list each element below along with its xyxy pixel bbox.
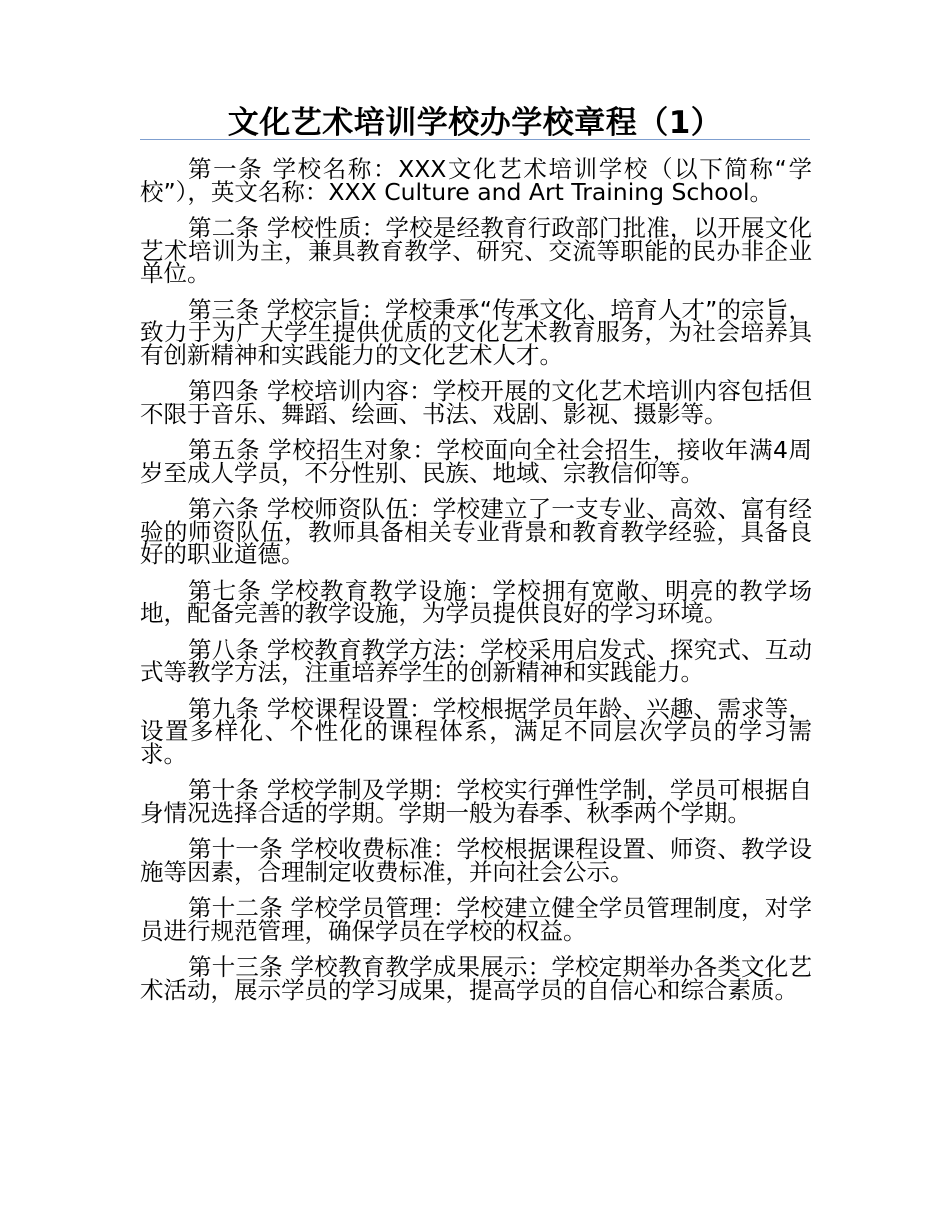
- article-10: 第十条 学校学制及学期：学校实行弹性学制，学员可根据自身情况选择合适的学期。学期一般为春季、秋季两个学期。: [140, 776, 812, 827]
- article-2: 第二条 学校性质：学校是经教育行政部门批准，以开展文化艺术培训为主，兼具教育教学、研究、交流等职能的民办非企业单位。: [140, 214, 812, 287]
- document-body: [140, 155, 812, 1015]
- article-5: 第五条 学校招生对象：学校面向全社会招生，接收年满4周岁至成人学员，不分性别、民族、地域、宗教信仰等。: [140, 436, 812, 487]
- document-title: 文化艺术培训学校办学校章程（1）: [227, 105, 723, 141]
- article-11: 第十一条 学校收费标准：学校根据课程设置、师资、教学设施等因素，合理制定收费标准，并向社会公示。: [140, 835, 812, 886]
- article-6: 第六条 学校师资队伍：学校建立了一支专业、高效、富有经验的师资队伍，教师具备相关专业背景和教育教学经验，具备良好的职业道德。: [140, 495, 812, 568]
- title-underline: [140, 139, 810, 140]
- article-9: 第九条 学校课程设置：学校根据学员年龄、兴趣、需求等，设置多样化、个性化的课程体系，满足不同层次学员的学习需求。: [140, 694, 812, 768]
- article-3: 第三条 学校宗旨：学校秉承“传承文化、培育人才”的宗旨，致力于为广大学生提供优质的文化艺术教育服务，为社会培养具有创新精神和实践能力的文化艺术人才。: [140, 295, 812, 369]
- article-12: 第十二条 学校学员管理：学校建立健全学员管理制度，对学员进行规范管理，确保学员在学校的权益。: [140, 894, 812, 945]
- article-1: 第一条 学校名称：XXX文化艺术培训学校（以下简称“学校”），英文名称：XXX Culture and Art Training School。: [140, 155, 812, 206]
- article-8: 第八条 学校教育教学方法：学校采用启发式、探究式、互动式等教学方法，注重培养学生的创新精神和实践能力。: [140, 635, 812, 686]
- article-4: 第四条 学校培训内容：学校开展的文化艺术培训内容包括但不限于音乐、舞蹈、绘画、书法、戏剧、影视、摄影等。: [140, 377, 812, 428]
- article-13: 第十三条 学校教育教学成果展示：学校定期举办各类文化艺术活动，展示学员的学习成果，提高学员的自信心和综合素质。: [140, 953, 812, 1004]
- article-7: 第七条 学校教育教学设施：学校拥有宽敞、明亮的教学场地，配备完善的教学设施，为学员提供良好的学习环境。: [140, 576, 812, 627]
